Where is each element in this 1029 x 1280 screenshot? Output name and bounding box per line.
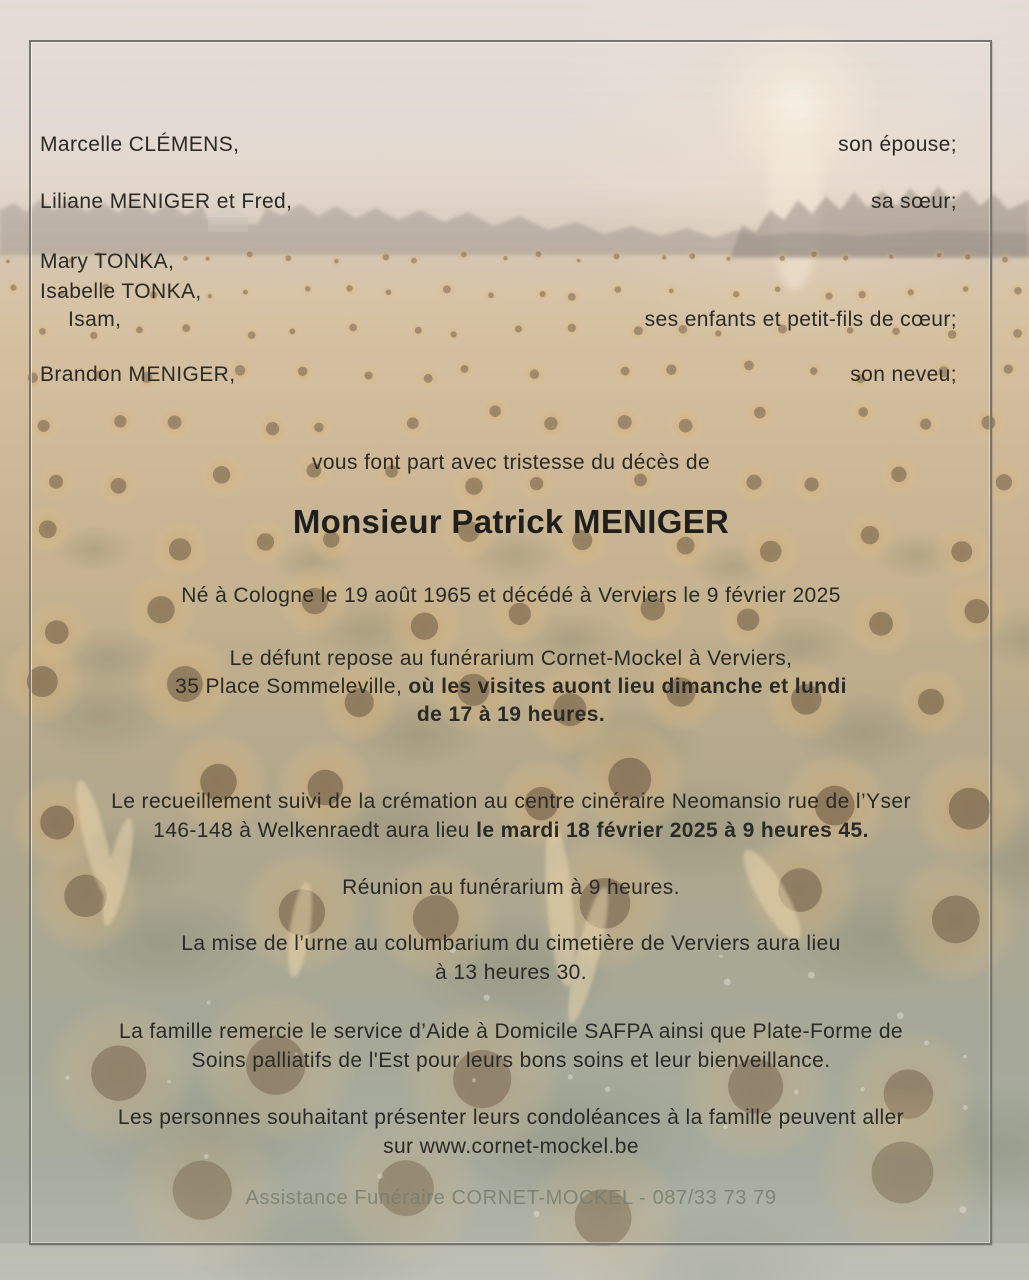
relative-name: Mary TONKA, xyxy=(40,250,175,273)
relative-name: Isam, xyxy=(68,308,122,331)
deceased-name: Monsieur Patrick MENIGER xyxy=(292,503,730,540)
urn-info xyxy=(33,929,989,987)
urn-line-1: La mise de l’urne au columbarium du cimetière de Verviers aura lieu xyxy=(181,932,841,955)
relative-row xyxy=(40,133,957,157)
cremation-line-2-bold: le mardi 18 février 2025 à 9 heures 45. xyxy=(476,819,869,842)
relation-label: son épouse; xyxy=(838,133,957,156)
visitation-info xyxy=(33,645,989,729)
relative-name: Isabelle TONKA, xyxy=(40,280,202,303)
life-dates: Né à Cologne le 19 août 1965 et décédé à Verviers le 9 février 2025 xyxy=(181,584,841,607)
cremation-info xyxy=(33,787,989,845)
condolences-line-2-prefix: sur xyxy=(383,1135,420,1158)
intro-line: vous font part avec tristesse du décès de xyxy=(311,451,711,474)
bottom-margin-wash xyxy=(0,1243,1029,1280)
cremation-line-2-normal: 146-148 à Welkenraedt aura lieu xyxy=(153,819,477,842)
relation-label: ses enfants et petit-fils de cœur; xyxy=(644,308,957,331)
visitation-line-2-bold: où les visites auont lieu dimanche et lundi xyxy=(408,675,847,698)
relative-row xyxy=(40,190,957,214)
relative-row xyxy=(40,363,957,387)
condolences-line-1: Les personnes souhaitant présenter leurs condoléances à la famille peuvent aller xyxy=(117,1106,905,1129)
visitation-line-1: Le défunt repose au funérarium Cornet-Mockel à Verviers, xyxy=(229,647,793,670)
relation-label: sa sœur; xyxy=(870,190,957,213)
condolences-info xyxy=(33,1103,989,1161)
thanks-line-1: La famille remercie le service d’Aide à Domicile SAFPA ainsi que Plate-Forme de xyxy=(118,1020,904,1043)
relative-name: Liliane MENIGER et Fred, xyxy=(40,190,293,213)
relative-name: Marcelle CLÉMENS, xyxy=(40,133,240,156)
cremation-line-1: Le recueillement suivi de la crémation au centre cinéraire Neomansio rue de l’Yser xyxy=(111,790,911,813)
meeting-line: Réunion au funérarium à 9 heures. xyxy=(342,876,680,899)
relative-row xyxy=(40,308,957,332)
relative-name: Brandon MENIGER, xyxy=(40,363,236,386)
funeral-home-footer: Assistance Funéraire CORNET-MOCKEL - 087/33 73 79 xyxy=(245,1187,777,1209)
cremation-line-2 xyxy=(33,816,989,845)
urn-line-2: à 13 heures 30. xyxy=(435,961,587,984)
thanks-info xyxy=(33,1017,989,1075)
visitation-line-2 xyxy=(33,673,989,701)
visitation-line-3: de 17 à 19 heures. xyxy=(416,703,606,726)
relation-label: son neveu; xyxy=(850,363,957,386)
visitation-line-2-normal: 35 Place Sommeleville, xyxy=(175,675,409,698)
condolences-line-2 xyxy=(33,1132,989,1161)
thanks-line-2: Soins palliatifs de l'Est pour leurs bons soins et leur bienveillance. xyxy=(191,1049,831,1072)
website-url: www.cornet-mockel.be xyxy=(419,1135,639,1158)
